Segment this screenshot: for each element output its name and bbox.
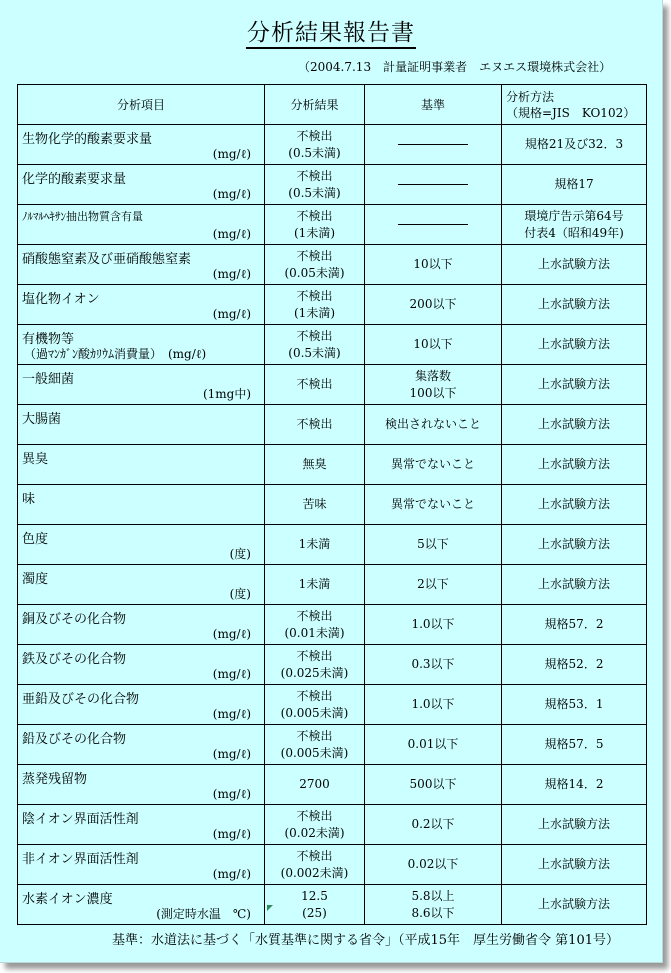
result-cell bbox=[265, 645, 365, 685]
standard-cell bbox=[365, 805, 502, 845]
item-name: 陰イオン界面活性剤 bbox=[22, 812, 139, 827]
result-value: 1未満 bbox=[298, 577, 331, 591]
standard-cell bbox=[365, 125, 502, 165]
result-value: 苦味 bbox=[302, 497, 327, 511]
result-value: (0.005未満) bbox=[280, 745, 349, 760]
result-value: 不検出 bbox=[296, 377, 333, 391]
method-cell bbox=[502, 125, 647, 165]
standard-cell bbox=[365, 165, 502, 205]
method-value: 規格57．2 bbox=[544, 617, 604, 631]
method-value: 付表4（昭和49年) bbox=[524, 225, 624, 240]
item-unit: (度) bbox=[229, 547, 251, 561]
result-cell bbox=[265, 365, 365, 405]
method-value: 上水試験方法 bbox=[537, 297, 610, 311]
item-name: 異臭 bbox=[22, 452, 49, 467]
standard-value: 100以下 bbox=[409, 385, 457, 400]
standard-value: 1.0以下 bbox=[411, 617, 455, 631]
table-row bbox=[18, 525, 647, 565]
result-value: (0.5未満) bbox=[288, 145, 341, 160]
item-cell bbox=[18, 645, 265, 685]
standard-cell bbox=[365, 885, 502, 925]
item-name: 水素イオン濃度 bbox=[22, 892, 113, 907]
result-value: (0.002未満) bbox=[280, 865, 349, 880]
cell-corner-marker bbox=[267, 905, 273, 911]
item-cell bbox=[18, 805, 265, 845]
table-row bbox=[18, 645, 647, 685]
standard-value: 0.01以下 bbox=[407, 737, 459, 751]
item-unit: (度) bbox=[229, 587, 251, 601]
result-cell bbox=[265, 685, 365, 725]
item-cell bbox=[18, 285, 265, 325]
header-result: 分析結果 bbox=[265, 85, 365, 125]
item-unit: (mg/ℓ) bbox=[212, 667, 251, 681]
table-row bbox=[18, 845, 647, 885]
item-cell bbox=[18, 405, 265, 445]
method-cell bbox=[502, 165, 647, 205]
standard-cell bbox=[365, 485, 502, 525]
item-cell bbox=[18, 765, 265, 805]
result-value: 1未満 bbox=[298, 537, 331, 551]
item-name: 塩化物イオン bbox=[22, 292, 100, 307]
table-row bbox=[18, 725, 647, 765]
method-cell bbox=[502, 325, 647, 365]
result-cell bbox=[265, 205, 365, 245]
result-value: (0.5未満) bbox=[288, 185, 341, 200]
result-value: 不検出 bbox=[296, 808, 333, 823]
table-row bbox=[18, 765, 647, 805]
header-standard: 基準 bbox=[365, 85, 502, 125]
method-cell bbox=[502, 765, 647, 805]
method-cell bbox=[502, 205, 647, 245]
method-cell bbox=[502, 605, 647, 645]
standard-value: 5.8以上 bbox=[411, 888, 455, 903]
method-value: 規格17 bbox=[554, 177, 594, 191]
result-value: (1未満) bbox=[294, 225, 335, 240]
item-name: 濁度 bbox=[22, 572, 49, 587]
item-cell bbox=[18, 165, 265, 205]
result-value: 不検出 bbox=[296, 848, 333, 863]
item-unit: （過ﾏﾝｶﾞﾝ酸ｶﾘｳﾑ消費量） (mg/ℓ) bbox=[24, 347, 207, 361]
method-value: 規格21及び32．3 bbox=[524, 137, 624, 151]
standard-cell bbox=[365, 605, 502, 645]
item-unit: (mg/ℓ) bbox=[212, 307, 251, 321]
method-value: 規格57．5 bbox=[544, 737, 604, 751]
table-row bbox=[18, 365, 647, 405]
item-name: 亜鉛及びその化合物 bbox=[22, 692, 140, 707]
item-unit: (mg/ℓ) bbox=[212, 627, 251, 641]
page-title: 分析結果報告書 bbox=[0, 14, 662, 47]
standard-value: 異常でないこと bbox=[390, 457, 475, 471]
item-unit: (測定時水温 ℃) bbox=[156, 907, 251, 921]
item-name: 有機物等 bbox=[22, 332, 75, 347]
standard-value: 1.0以下 bbox=[411, 697, 455, 711]
result-value: 12.5 bbox=[301, 888, 328, 903]
item-name: 蒸発残留物 bbox=[22, 772, 88, 787]
item-cell bbox=[18, 565, 265, 605]
item-name: 一般細菌 bbox=[22, 372, 75, 387]
table-row bbox=[18, 605, 647, 645]
table-row bbox=[18, 405, 647, 445]
method-cell bbox=[502, 285, 647, 325]
result-cell bbox=[265, 125, 365, 165]
item-cell bbox=[18, 685, 265, 725]
result-cell bbox=[265, 725, 365, 765]
item-unit: (mg/ℓ) bbox=[212, 267, 251, 281]
result-cell bbox=[265, 885, 365, 925]
table-row bbox=[18, 285, 647, 325]
result-value: 不検出 bbox=[296, 417, 333, 431]
result-value: (0.01未満) bbox=[284, 625, 345, 640]
standard-cell bbox=[365, 525, 502, 565]
method-value: 上水試験方法 bbox=[537, 577, 610, 591]
method-value: 上水試験方法 bbox=[537, 497, 610, 511]
result-cell bbox=[265, 605, 365, 645]
item-cell bbox=[18, 445, 265, 485]
header-item: 分析項目 bbox=[18, 85, 265, 125]
result-value: 無臭 bbox=[302, 457, 327, 471]
result-value: 不検出 bbox=[296, 608, 333, 623]
result-value: 不検出 bbox=[296, 248, 333, 263]
standard-value: 0.02以下 bbox=[407, 857, 459, 871]
result-cell bbox=[265, 765, 365, 805]
no-standard-dash bbox=[398, 224, 468, 225]
method-value: 規格14．2 bbox=[544, 777, 604, 791]
table-row bbox=[18, 125, 647, 165]
table-row bbox=[18, 885, 647, 925]
table-row bbox=[18, 325, 647, 365]
result-cell bbox=[265, 405, 365, 445]
item-cell bbox=[18, 725, 265, 765]
result-cell bbox=[265, 565, 365, 605]
result-value: (1未満) bbox=[294, 305, 335, 320]
result-cell bbox=[265, 285, 365, 325]
table-row bbox=[18, 685, 647, 725]
table-row bbox=[18, 805, 647, 845]
item-name: 色度 bbox=[22, 532, 49, 547]
result-value: 不検出 bbox=[296, 328, 333, 343]
standard-cell bbox=[365, 325, 502, 365]
result-cell bbox=[265, 845, 365, 885]
item-unit: (mg/ℓ) bbox=[212, 747, 251, 761]
result-value: 不検出 bbox=[296, 128, 333, 143]
method-value: 上水試験方法 bbox=[537, 857, 610, 871]
header-method: 分析方法 （規格=JIS KO102） bbox=[502, 85, 647, 125]
method-value: 上水試験方法 bbox=[537, 537, 610, 551]
standard-value: 5以下 bbox=[417, 537, 449, 551]
standard-value: 8.6以下 bbox=[411, 905, 455, 920]
result-value: (0.025未満) bbox=[280, 665, 349, 680]
item-cell bbox=[18, 245, 265, 285]
item-cell bbox=[18, 885, 265, 925]
result-cell bbox=[265, 525, 365, 565]
standard-value: 0.2以下 bbox=[411, 817, 455, 831]
result-value: 不検出 bbox=[296, 208, 333, 223]
item-cell bbox=[18, 845, 265, 885]
result-value: (0.05未満) bbox=[284, 265, 345, 280]
method-value: 環境庁告示第64号 bbox=[524, 208, 624, 223]
table-header-row bbox=[18, 85, 647, 125]
item-name: 化学的酸素要求量 bbox=[22, 172, 127, 187]
standard-value: 0.3以下 bbox=[411, 657, 455, 671]
method-value: 上水試験方法 bbox=[537, 897, 610, 911]
result-value: (25) bbox=[302, 905, 327, 920]
standard-value: 200以下 bbox=[409, 297, 457, 311]
item-name: 大腸菌 bbox=[22, 412, 62, 427]
method-value: 上水試験方法 bbox=[537, 257, 610, 271]
method-cell bbox=[502, 845, 647, 885]
standard-cell bbox=[365, 205, 502, 245]
method-cell bbox=[502, 525, 647, 565]
table-row bbox=[18, 485, 647, 525]
result-value: (0.02未満) bbox=[284, 825, 345, 840]
result-cell bbox=[265, 445, 365, 485]
result-value: (0.5未満) bbox=[288, 345, 341, 360]
item-cell bbox=[18, 365, 265, 405]
method-cell bbox=[502, 685, 647, 725]
item-unit: (mg/ℓ) bbox=[212, 867, 251, 881]
standard-cell bbox=[365, 245, 502, 285]
item-name: 銅及びその化合物 bbox=[22, 612, 127, 627]
method-cell bbox=[502, 645, 647, 685]
item-unit: (mg/ℓ) bbox=[212, 187, 251, 201]
standard-cell bbox=[365, 445, 502, 485]
item-cell bbox=[18, 325, 265, 365]
item-unit: (mg/ℓ) bbox=[212, 147, 251, 161]
method-value: 上水試験方法 bbox=[537, 337, 610, 351]
table-row bbox=[18, 445, 647, 485]
method-value: 上水試験方法 bbox=[537, 417, 610, 431]
footnote: 基準：水道法に基づく「水質基準に関する省令」（平成15年 厚生労働省令 第101号） bbox=[112, 933, 619, 948]
method-value: 規格52．2 bbox=[544, 657, 604, 671]
standard-value: 集落数 bbox=[414, 368, 451, 383]
result-cell bbox=[265, 165, 365, 205]
item-cell bbox=[18, 525, 265, 565]
standard-value: 2以下 bbox=[417, 577, 449, 591]
standard-value: 10以下 bbox=[413, 337, 453, 351]
item-cell bbox=[18, 485, 265, 525]
standard-value: 異常でないこと bbox=[390, 497, 475, 511]
certification-line: （2004.7.13 計量証明事業者 エヌエス環境株式会社） bbox=[298, 60, 612, 74]
item-name: ﾉﾙﾏﾙﾍｷｻﾝ抽出物質含有量 bbox=[22, 210, 143, 223]
method-cell bbox=[502, 365, 647, 405]
analysis-results-table bbox=[17, 84, 647, 925]
standard-cell bbox=[365, 765, 502, 805]
result-value: 2700 bbox=[299, 777, 330, 791]
item-unit: (1mg中) bbox=[202, 387, 251, 401]
standard-value: 検出されないこと bbox=[384, 417, 481, 431]
method-value: 上水試験方法 bbox=[537, 377, 610, 391]
method-cell bbox=[502, 485, 647, 525]
standard-cell bbox=[365, 845, 502, 885]
item-cell bbox=[18, 605, 265, 645]
result-value: (0.005未満) bbox=[280, 705, 349, 720]
table-row bbox=[18, 565, 647, 605]
method-value: 規格53．1 bbox=[544, 697, 604, 711]
standard-cell bbox=[365, 405, 502, 445]
method-cell bbox=[502, 405, 647, 445]
standard-cell bbox=[365, 565, 502, 605]
item-unit: (mg/ℓ) bbox=[212, 787, 251, 801]
method-value: 上水試験方法 bbox=[537, 457, 610, 471]
item-name: 非イオン界面活性剤 bbox=[22, 852, 139, 867]
item-unit: (mg/ℓ) bbox=[212, 227, 251, 241]
table-row bbox=[18, 205, 647, 245]
result-cell bbox=[265, 245, 365, 285]
result-value: 不検出 bbox=[296, 288, 333, 303]
method-cell bbox=[502, 725, 647, 765]
standard-cell bbox=[365, 285, 502, 325]
result-value: 不検出 bbox=[296, 688, 333, 703]
no-standard-dash bbox=[398, 144, 468, 145]
method-cell bbox=[502, 445, 647, 485]
standard-cell bbox=[365, 645, 502, 685]
standard-value: 10以下 bbox=[413, 257, 453, 271]
item-unit: (mg/ℓ) bbox=[212, 707, 251, 721]
standard-cell bbox=[365, 685, 502, 725]
result-cell bbox=[265, 485, 365, 525]
result-cell bbox=[265, 805, 365, 845]
item-name: 鉛及びその化合物 bbox=[22, 732, 127, 747]
result-cell bbox=[265, 325, 365, 365]
result-value: 不検出 bbox=[296, 168, 333, 183]
table-row bbox=[18, 245, 647, 285]
item-name: 味 bbox=[22, 492, 36, 507]
no-standard-dash bbox=[398, 184, 468, 185]
item-cell bbox=[18, 205, 265, 245]
item-name: 硝酸態窒素及び亜硝酸態窒素 bbox=[22, 252, 192, 267]
result-value: 不検出 bbox=[296, 648, 333, 663]
standard-cell bbox=[365, 725, 502, 765]
method-cell bbox=[502, 885, 647, 925]
standard-value: 500以下 bbox=[409, 777, 457, 791]
item-cell bbox=[18, 125, 265, 165]
method-cell bbox=[502, 805, 647, 845]
item-unit: (mg/ℓ) bbox=[212, 827, 251, 841]
method-value: 上水試験方法 bbox=[537, 817, 610, 831]
result-value: 不検出 bbox=[296, 728, 333, 743]
method-cell bbox=[502, 565, 647, 605]
item-name: 鉄及びその化合物 bbox=[22, 652, 127, 667]
standard-cell bbox=[365, 365, 502, 405]
method-cell bbox=[502, 245, 647, 285]
item-name: 生物化学的酸素要求量 bbox=[22, 132, 153, 147]
table-row bbox=[18, 165, 647, 205]
